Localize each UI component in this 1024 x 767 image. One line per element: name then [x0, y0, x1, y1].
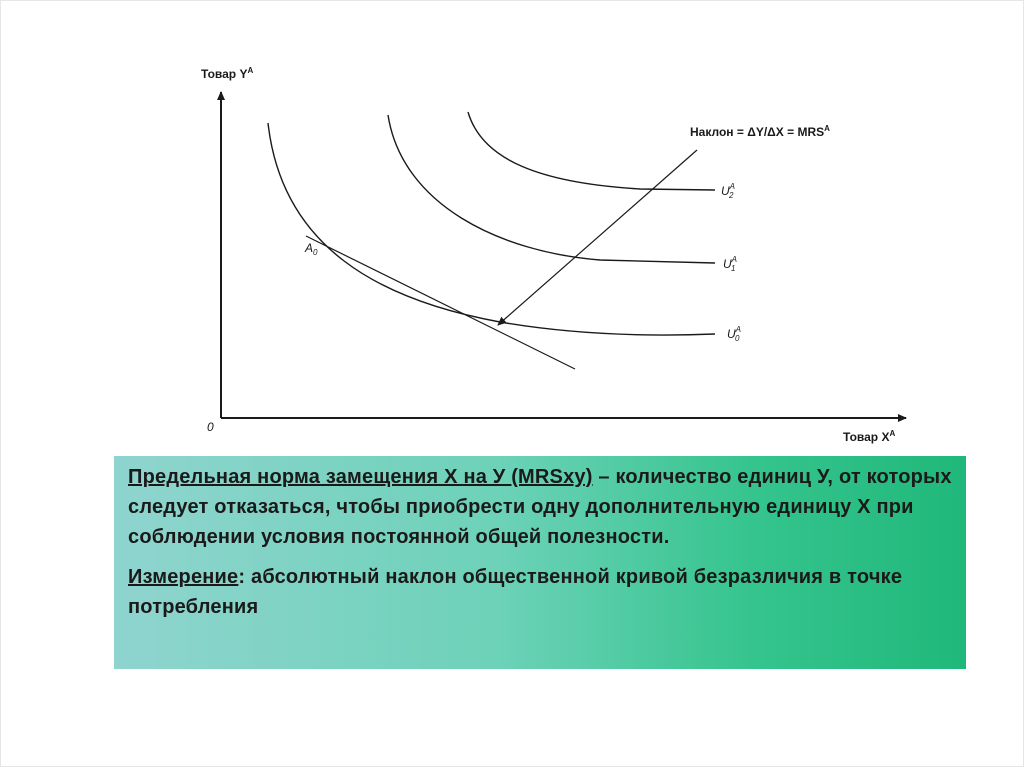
measure-text: : абсолютный наклон общественной кривой безразличия в точке потребления	[128, 566, 903, 618]
measure-paragraph	[128, 562, 952, 622]
slope-pointer-arrow	[498, 150, 697, 325]
definition-term: Предельная норма замещения X на У (MRSxy)	[128, 466, 593, 488]
definition-paragraph	[128, 462, 952, 552]
indifference-curve-u0	[268, 123, 715, 335]
curve-label-u0: $U^A$ 0	[727, 325, 742, 343]
x-axis-label: Товар $X^A$	[843, 429, 896, 444]
tangent-line	[306, 236, 575, 369]
curve-label-u1: $U^A$ 1	[723, 255, 738, 273]
origin-label: 0	[207, 420, 214, 434]
curve-label-u2: $U^A$ 2	[721, 182, 736, 200]
indifference-curve-u2	[468, 112, 715, 190]
tangent-label: $A_0$	[305, 241, 318, 257]
definition-box	[114, 456, 966, 669]
measure-term: Измерение	[128, 566, 239, 588]
y-axis-label: Товар $Y^A$	[201, 66, 254, 81]
definition-text: – количество единиц У, от которых следует отказаться, чтобы приобрести одну дополнительную единицу X при соблюдении условия постоянной общей полезности.	[128, 466, 952, 548]
slope-label: Наклон = $\Delta Y/\Delta X = MRS^A$	[690, 124, 830, 139]
